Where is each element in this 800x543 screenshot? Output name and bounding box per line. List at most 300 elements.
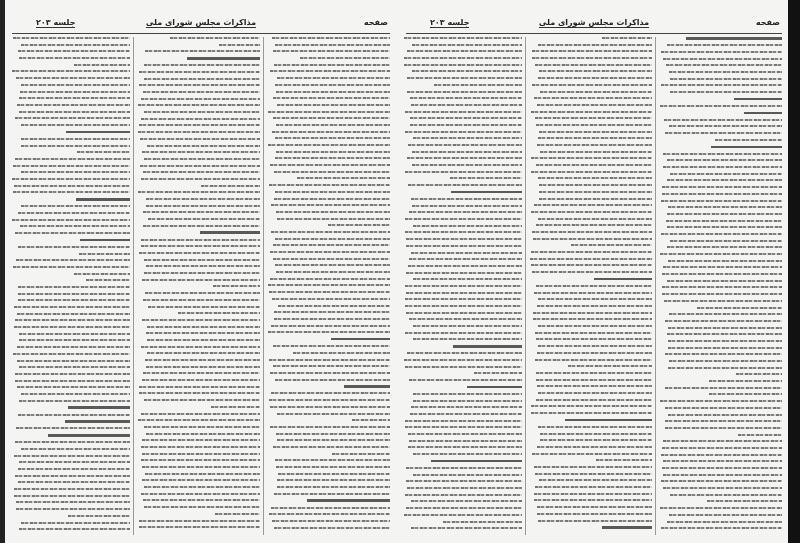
text-line	[667, 159, 782, 161]
text-line	[602, 526, 652, 529]
text-line	[145, 50, 260, 52]
text-line	[276, 91, 390, 93]
text-line	[409, 211, 522, 213]
text-line	[19, 111, 130, 113]
text-line	[139, 84, 260, 86]
text-line	[664, 119, 782, 121]
text-line	[668, 327, 782, 329]
text-line	[661, 454, 782, 456]
text-line	[143, 225, 260, 227]
text-line	[734, 98, 782, 101]
text-line	[413, 137, 522, 139]
text-line	[534, 204, 653, 206]
text-line	[74, 273, 130, 275]
text-line	[21, 84, 130, 86]
text-line	[14, 326, 130, 328]
text-line	[412, 164, 522, 166]
header-rule	[12, 33, 390, 34]
text-line	[539, 191, 652, 193]
text-line	[540, 439, 652, 441]
text-line	[536, 285, 652, 287]
text-line	[18, 246, 130, 248]
text-line	[139, 392, 260, 394]
text-line	[276, 151, 391, 153]
text-line	[142, 279, 260, 281]
text-line	[274, 493, 390, 495]
text-line	[275, 238, 390, 240]
text-line	[276, 124, 390, 126]
text-line	[538, 44, 652, 46]
text-line	[707, 500, 782, 502]
text-line	[15, 373, 130, 375]
text-line	[143, 211, 260, 213]
text-line	[407, 50, 522, 52]
text-line	[412, 151, 522, 153]
text-line	[407, 91, 522, 93]
text-line	[667, 44, 782, 46]
text-line	[744, 112, 782, 115]
text-line	[405, 231, 522, 233]
text-line	[534, 499, 652, 501]
text-line	[18, 468, 130, 470]
text-line	[269, 359, 390, 361]
text-line	[405, 366, 522, 368]
text-line	[533, 318, 652, 320]
text-line	[531, 264, 652, 266]
text-line	[213, 285, 260, 287]
text-line	[539, 131, 652, 133]
text-line	[268, 284, 390, 286]
text-line	[409, 379, 522, 381]
text-line	[537, 144, 652, 146]
text-line	[143, 91, 260, 93]
text-line	[661, 200, 782, 202]
text-line	[17, 360, 130, 362]
text-line	[530, 258, 652, 260]
text-line	[565, 419, 652, 422]
text-line	[211, 406, 260, 408]
text-line	[15, 158, 130, 160]
right-page	[402, 0, 786, 543]
text-line	[276, 271, 390, 273]
text-line	[21, 205, 130, 207]
text-line	[413, 338, 522, 340]
text-line	[141, 245, 260, 247]
text-line	[405, 494, 522, 496]
text-line	[142, 439, 260, 441]
text-line	[141, 446, 260, 448]
text-line	[670, 91, 782, 93]
text-line	[663, 266, 782, 268]
text-line	[141, 346, 260, 348]
text-line	[409, 318, 522, 320]
text-line	[532, 271, 652, 273]
text-line	[409, 258, 522, 260]
text-line	[664, 300, 782, 302]
text-line	[410, 413, 522, 415]
text-line	[277, 439, 390, 441]
text-line	[139, 252, 260, 254]
text-line	[663, 440, 782, 442]
session-number: جلسه ۲۰۳	[36, 18, 76, 27]
text-line	[139, 124, 260, 126]
page-title: مذاکرات مجلس شورای ملی	[538, 18, 650, 27]
text-line	[68, 515, 130, 517]
text-line	[532, 50, 652, 52]
text-line	[18, 414, 130, 416]
text-line	[271, 325, 390, 327]
text-line	[138, 419, 260, 421]
text-line	[665, 427, 782, 429]
text-line	[140, 138, 260, 140]
text-line	[144, 399, 260, 401]
text-line	[596, 459, 652, 461]
text-line	[215, 513, 260, 515]
text-line	[535, 332, 652, 334]
text-line	[277, 479, 390, 481]
text-line	[408, 433, 522, 435]
text-line	[536, 399, 652, 401]
text-line	[147, 339, 260, 341]
text-line	[663, 153, 782, 155]
text-line	[443, 521, 522, 523]
text-line	[12, 70, 130, 72]
text-line	[273, 345, 390, 347]
text-line	[277, 413, 390, 415]
text-line	[661, 84, 782, 86]
text-line	[405, 305, 522, 307]
text-line	[21, 44, 130, 46]
text-line	[139, 526, 260, 528]
text-line	[276, 466, 390, 468]
text-line	[275, 191, 390, 193]
text-line	[147, 145, 260, 147]
text-line	[332, 453, 390, 455]
text-line	[405, 285, 522, 287]
text-line	[660, 105, 782, 107]
text-line	[571, 244, 652, 246]
text-line	[274, 318, 390, 320]
text-line	[77, 151, 130, 153]
text-line	[661, 480, 782, 482]
text-line	[434, 84, 522, 86]
text-line	[18, 299, 130, 301]
text-line	[148, 218, 260, 220]
text-line	[19, 366, 130, 368]
text-line	[405, 131, 522, 133]
text-line	[662, 286, 782, 288]
text-line	[537, 305, 652, 307]
text-line	[665, 387, 782, 389]
text-line	[686, 37, 782, 40]
text-line	[668, 347, 782, 349]
text-line	[539, 479, 652, 481]
text-line	[144, 486, 260, 488]
text-column	[530, 37, 652, 537]
text-line	[142, 151, 260, 153]
text-line	[532, 84, 652, 86]
text-line	[19, 57, 130, 59]
text-line	[144, 426, 260, 428]
text-line	[413, 474, 522, 476]
text-line	[531, 157, 652, 159]
text-line	[275, 44, 390, 46]
page-number: صفحه	[363, 18, 388, 27]
text-line	[68, 406, 130, 409]
text-line	[268, 111, 390, 113]
text-line	[13, 191, 130, 193]
text-line	[16, 501, 130, 503]
text-line	[143, 299, 260, 301]
text-line	[80, 239, 130, 242]
text-line	[406, 507, 522, 509]
header-rule	[406, 33, 782, 34]
text-line	[274, 311, 390, 313]
text-line	[408, 265, 522, 267]
text-line	[665, 132, 782, 134]
text-line	[665, 320, 782, 322]
text-line	[406, 480, 522, 482]
text-line	[270, 251, 390, 253]
text-line	[532, 453, 652, 455]
text-line	[711, 146, 782, 149]
text-line	[662, 467, 782, 469]
text-line	[273, 50, 390, 52]
text-column	[138, 37, 260, 537]
text-line	[20, 91, 130, 93]
text-line	[408, 184, 522, 186]
text-line	[300, 57, 390, 59]
text-line	[21, 448, 130, 450]
text-line	[48, 434, 130, 437]
page-title: مذاکرات مجلس شورای ملی	[145, 18, 257, 27]
text-line	[407, 352, 522, 354]
text-line	[270, 426, 390, 428]
text-line	[20, 225, 130, 227]
text-line	[412, 70, 522, 72]
text-line	[268, 331, 390, 333]
text-line	[86, 279, 130, 281]
text-line	[405, 171, 522, 173]
text-line	[669, 71, 782, 73]
text-line	[270, 406, 390, 408]
text-line	[19, 333, 130, 335]
text-line	[535, 486, 652, 488]
text-line	[736, 373, 782, 375]
page-header	[402, 18, 786, 32]
text-line	[148, 306, 261, 308]
text-line	[536, 338, 652, 340]
text-line	[411, 527, 522, 529]
text-line	[668, 340, 782, 342]
text-line	[278, 473, 390, 475]
text-line	[670, 78, 782, 80]
text-line	[273, 258, 390, 260]
text-line	[660, 400, 782, 402]
text-line	[79, 253, 130, 255]
text-line	[660, 253, 782, 255]
text-line	[404, 37, 522, 39]
text-line	[404, 359, 522, 361]
text-line	[540, 151, 652, 153]
text-line	[147, 352, 260, 354]
text-line	[21, 145, 130, 147]
text-line	[19, 461, 130, 463]
text-line	[662, 273, 782, 275]
text-line	[142, 479, 260, 481]
text-line	[407, 157, 522, 159]
text-line	[272, 131, 390, 133]
text-line	[141, 239, 260, 241]
text-line	[663, 58, 782, 60]
text-line	[344, 385, 390, 388]
text-line	[352, 419, 390, 421]
text-line	[535, 473, 652, 475]
text-line	[538, 325, 652, 327]
text-line	[201, 185, 260, 187]
text-line	[200, 231, 260, 234]
column-divider	[133, 37, 134, 535]
text-line	[410, 97, 522, 99]
text-line	[15, 232, 130, 234]
text-line	[142, 466, 260, 468]
text-line	[411, 252, 522, 254]
text-line	[178, 312, 260, 314]
page-header	[8, 18, 394, 32]
text-line	[270, 372, 390, 374]
text-line	[21, 138, 130, 140]
text-line	[662, 293, 782, 295]
text-line	[568, 365, 652, 367]
text-line	[411, 104, 522, 106]
text-line	[533, 312, 652, 314]
text-line	[14, 185, 130, 187]
text-line	[15, 380, 130, 382]
text-line	[17, 313, 130, 315]
text-line	[18, 212, 130, 214]
text-line	[269, 399, 390, 401]
text-line	[663, 460, 782, 462]
text-line	[670, 494, 782, 496]
text-line	[66, 131, 130, 134]
text-line	[662, 447, 782, 449]
text-line	[536, 379, 652, 381]
text-line	[538, 137, 652, 139]
text-line	[146, 433, 260, 435]
text-line	[18, 481, 130, 483]
text-line	[410, 124, 522, 126]
text-line	[450, 177, 522, 179]
text-line	[404, 57, 522, 59]
text-line	[276, 433, 390, 435]
text-line	[668, 260, 782, 262]
text-line	[539, 198, 652, 200]
text-line	[669, 313, 782, 315]
text-line	[531, 251, 652, 253]
text-line	[142, 319, 260, 321]
text-line	[538, 392, 652, 394]
text-line	[697, 307, 782, 309]
text-line	[715, 139, 782, 141]
text-line	[405, 426, 522, 428]
text-line	[144, 506, 260, 508]
text-line	[668, 414, 782, 416]
text-line	[219, 44, 260, 46]
text-line	[273, 97, 390, 99]
text-line	[667, 333, 782, 335]
text-line	[144, 78, 260, 80]
text-line	[538, 177, 652, 179]
text-line	[269, 184, 390, 186]
text-line	[17, 386, 130, 388]
text-line	[540, 433, 652, 435]
text-line	[669, 514, 782, 516]
text-line	[146, 366, 261, 368]
text-line	[142, 453, 260, 455]
text-line	[408, 446, 522, 448]
text-line	[273, 117, 390, 119]
text-line	[665, 407, 782, 409]
text-line	[297, 177, 390, 179]
text-line	[16, 259, 130, 261]
text-line	[404, 64, 522, 66]
text-line	[268, 144, 390, 146]
text-line	[537, 104, 652, 106]
text-line	[534, 292, 652, 294]
text-line	[537, 385, 652, 387]
text-line	[274, 64, 390, 66]
text-line	[19, 400, 130, 402]
text-line	[413, 325, 522, 327]
text-line	[474, 372, 522, 374]
text-line	[405, 332, 522, 334]
text-line	[14, 495, 130, 497]
text-line	[19, 339, 130, 341]
text-line	[535, 117, 652, 119]
text-line	[536, 164, 652, 166]
text-line	[187, 57, 260, 60]
text-line	[531, 171, 652, 173]
text-line	[277, 104, 390, 106]
text-line	[412, 44, 522, 46]
text-line	[14, 306, 130, 308]
text-column	[12, 37, 130, 537]
text-line	[661, 527, 782, 529]
text-line	[277, 486, 390, 488]
text-line	[270, 278, 390, 280]
text-line	[19, 528, 130, 530]
text-line	[13, 266, 130, 268]
scan-edge-right	[788, 0, 800, 543]
text-line	[668, 367, 782, 369]
text-line	[666, 220, 782, 222]
text-line	[273, 446, 390, 448]
text-line	[532, 57, 652, 59]
text-line	[14, 455, 130, 457]
text-line	[413, 400, 522, 402]
text-line	[538, 218, 652, 220]
text-line	[277, 218, 390, 220]
text-line	[269, 513, 390, 515]
text-line	[531, 111, 652, 113]
text-line	[21, 124, 130, 126]
text-line	[532, 231, 652, 233]
text-line	[661, 233, 782, 235]
text-line	[139, 520, 260, 522]
text-line	[667, 280, 782, 282]
text-line	[141, 178, 260, 180]
text-line	[147, 326, 260, 328]
